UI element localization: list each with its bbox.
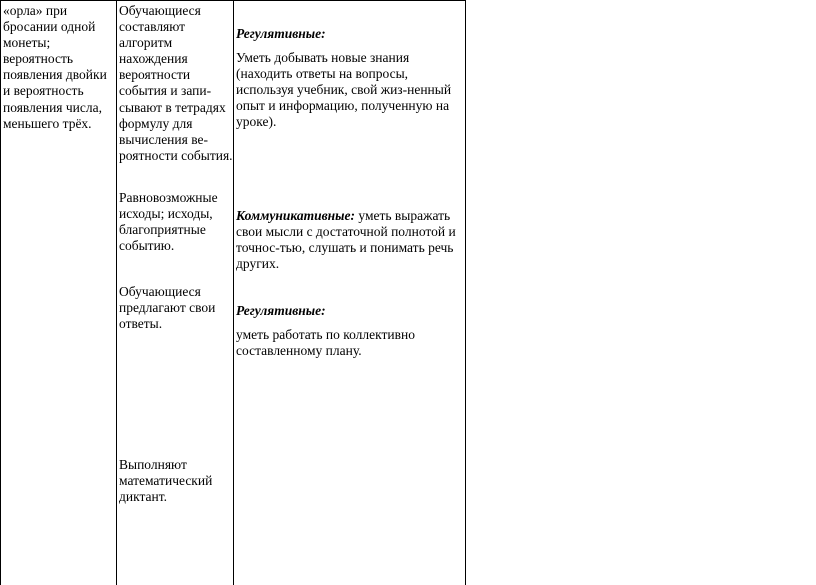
activity-line: алгоритм <box>119 35 173 51</box>
activity-line: предлагают свои <box>119 300 216 316</box>
skills-line: свои мысли с достаточной полнотой и <box>236 224 456 240</box>
topic-line: появления двойки <box>3 67 107 83</box>
skills-line: уметь работать по коллективно <box>236 327 415 343</box>
skills-block-regulatory-1 <box>236 26 451 131</box>
skills-line: точнос-тью, слушать и понимать речь <box>236 240 454 256</box>
activity-line: Обучающиеся <box>119 3 201 18</box>
topic-line: вероятность <box>3 51 73 67</box>
activity-line: событию. <box>119 238 175 254</box>
activity-line: исходы; исходы, <box>119 206 213 222</box>
activity-line: Выполняют <box>119 457 187 472</box>
skills-line: других. <box>236 256 280 272</box>
topic-line: монеты; <box>3 35 51 51</box>
activity-line: вычисления ве- <box>119 131 208 147</box>
skills-line: (находить ответы на вопросы, <box>236 66 409 82</box>
topic-line: бросании одной <box>3 19 96 35</box>
regulatory-heading: Регулятивные: <box>236 303 326 318</box>
activity-line: составляют <box>119 19 186 35</box>
communicative-first-line <box>236 208 456 224</box>
activity-line: события и запи- <box>119 83 212 99</box>
regulatory-heading: Регулятивные: <box>236 26 326 41</box>
skills-line: Уметь добывать новые знания <box>236 50 410 66</box>
skills-line: используя учебник, свой жиз-ненный <box>236 82 452 98</box>
activity-line: вероятности <box>119 67 191 83</box>
topic-line: появления числа, <box>3 99 102 115</box>
skills-line: составленному плану. <box>236 343 362 359</box>
topic-line: и вероятность <box>3 83 84 99</box>
activity-line: Обучающиеся <box>119 284 201 299</box>
table-column-skills <box>234 1 466 585</box>
skills-block-regulatory-2 <box>236 303 415 359</box>
skills-block-communicative <box>236 208 456 272</box>
skills-line: уроке). <box>236 114 277 130</box>
topic-line: меньшего трёх. <box>3 115 92 131</box>
activity-line: нахождения <box>119 51 188 67</box>
topic-text <box>3 3 107 132</box>
activity-line: Равновозможные <box>119 190 218 205</box>
activity-line: роятности события. <box>119 147 233 163</box>
activity-line: ответы. <box>119 316 163 332</box>
table-column-topic <box>1 1 117 585</box>
skills-line: опыт и информацию, полученную на <box>236 98 450 114</box>
activity-line: математический <box>119 473 213 489</box>
activity-line: диктант. <box>119 489 168 505</box>
activity-line: благоприятные <box>119 222 206 238</box>
communicative-first-text: уметь выражать <box>355 208 451 223</box>
activity-block-answers <box>119 284 215 332</box>
activity-line: формулу для <box>119 115 193 131</box>
activity-block-algorithm <box>119 3 233 164</box>
activity-block-outcomes <box>119 190 218 254</box>
activity-line: сывают в тетрадях <box>119 99 226 115</box>
topic-line: «орла» при <box>3 3 68 18</box>
communicative-heading: Коммуникативные: <box>236 208 356 223</box>
table-column-activity <box>117 1 234 585</box>
activity-block-dictation <box>119 457 212 505</box>
